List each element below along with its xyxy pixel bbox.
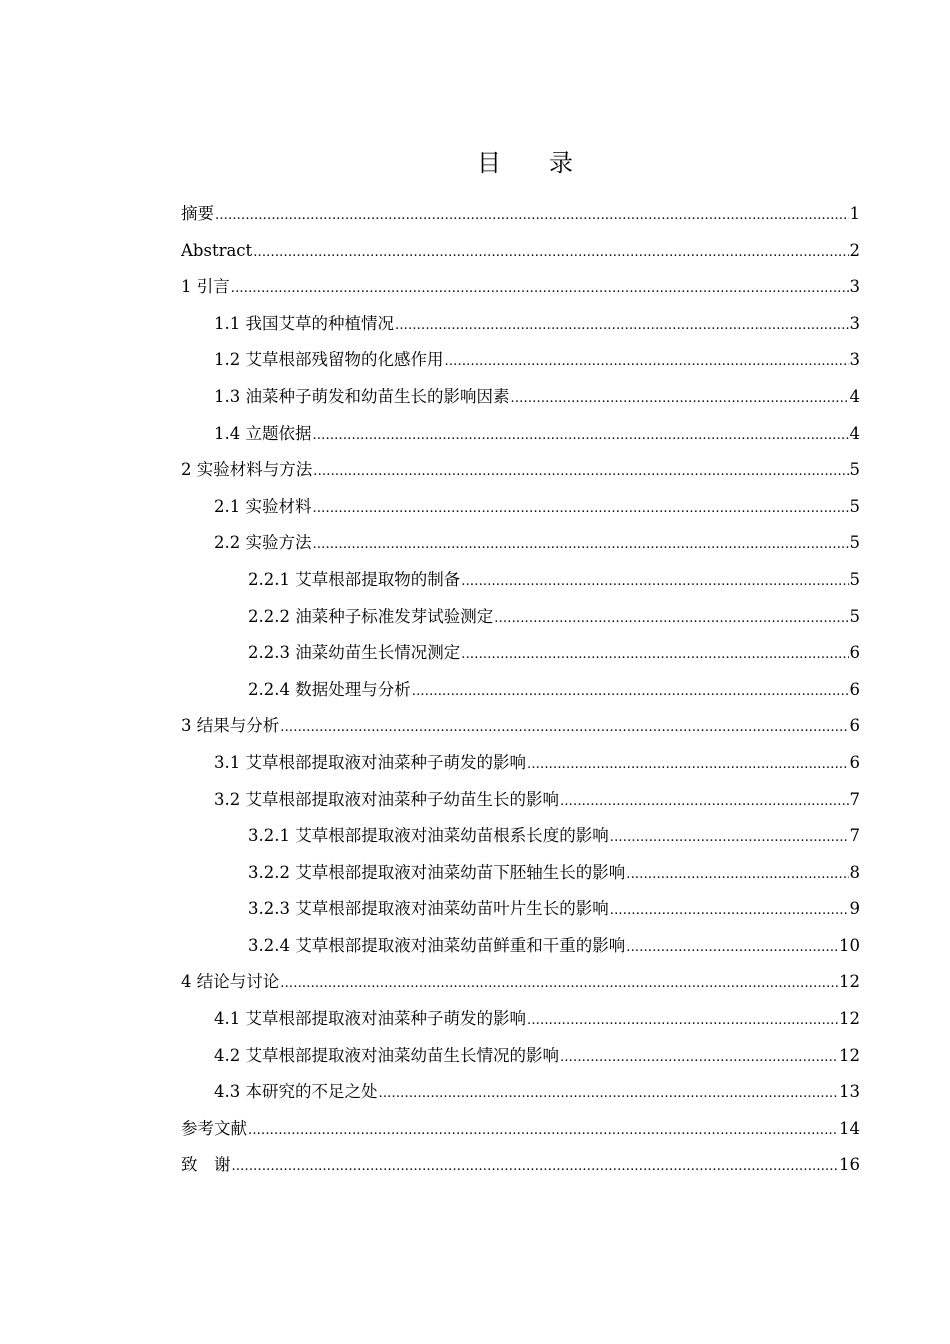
toc-entry-page-number: 14 — [839, 1118, 860, 1138]
toc-entry[interactable] — [181, 745, 860, 782]
toc-entry[interactable] — [181, 562, 860, 599]
toc-entry-page-number: 6 — [849, 679, 860, 699]
toc-entry-page-number: 6 — [849, 716, 860, 736]
toc-entry-label: 1.3 油菜种子萌发和幼苗生长的影响因素 — [214, 386, 510, 406]
toc-dot-leader — [461, 637, 848, 674]
toc-entry[interactable] — [181, 1038, 860, 1075]
toc-entry-label: 摘要 — [181, 204, 214, 223]
toc-entry-page-number: 13 — [839, 1082, 860, 1102]
toc-entry-page-number: 3 — [849, 313, 860, 333]
toc-dot-leader — [445, 344, 849, 381]
toc-entry[interactable] — [181, 416, 860, 453]
toc-entry-page-number: 12 — [839, 1045, 860, 1065]
toc-entry-label: Abstract — [181, 240, 253, 260]
toc-entry-label: 2.1 实验材料 — [214, 496, 312, 516]
toc-entry[interactable] — [181, 269, 860, 306]
toc-entry[interactable] — [181, 489, 860, 526]
toc-dot-leader — [313, 527, 849, 564]
toc-entry-page-number: 2 — [849, 240, 860, 260]
toc-entry-page-number: 4 — [849, 423, 860, 443]
toc-dot-leader — [280, 966, 838, 1003]
toc-entry[interactable] — [181, 379, 860, 416]
toc-entry[interactable] — [181, 964, 860, 1001]
toc-entry[interactable] — [181, 525, 860, 562]
toc-dot-leader — [527, 747, 849, 784]
toc-entry-page-number: 16 — [839, 1155, 860, 1175]
toc-entry-label: 4 结论与讨论 — [181, 972, 280, 992]
toc-dot-leader — [379, 1076, 839, 1113]
toc-entry[interactable] — [181, 233, 860, 270]
toc-entry-page-number: 3 — [849, 277, 860, 297]
toc-dot-leader — [280, 710, 848, 747]
toc-entry-page-number: 6 — [849, 752, 860, 772]
toc-entry-label: 1 引言 — [181, 277, 230, 297]
toc-entry[interactable] — [181, 708, 860, 745]
toc-title-part2: 录 — [549, 149, 573, 177]
toc-entry-page-number: 9 — [849, 899, 860, 919]
toc-dot-leader — [395, 308, 849, 345]
toc-dot-leader — [610, 820, 849, 857]
toc-entry-page-number: 8 — [849, 862, 860, 882]
toc-dot-leader — [248, 1113, 838, 1150]
toc-dot-leader — [253, 235, 848, 272]
toc-dot-leader — [412, 674, 849, 711]
toc-entry[interactable] — [181, 928, 860, 965]
toc-dot-leader — [313, 454, 848, 491]
toc-entry[interactable] — [181, 891, 860, 928]
toc-entry-page-number: 6 — [849, 643, 860, 663]
toc-entry[interactable] — [181, 196, 860, 233]
toc-entry-page-number: 5 — [849, 569, 860, 589]
toc-entry-label: 2 实验材料与方法 — [181, 460, 313, 480]
toc-title-part1: 目 — [477, 149, 501, 177]
toc-entry-page-number: 5 — [849, 460, 860, 480]
toc-dot-leader — [626, 857, 848, 894]
toc-entry-label: 3 结果与分析 — [181, 716, 280, 736]
toc-entry-label: 2.2.4 数据处理与分析 — [248, 679, 411, 699]
toc-entry[interactable] — [181, 1111, 860, 1148]
toc-entry-page-number: 12 — [839, 1009, 860, 1029]
toc-entry-label: 致 谢 — [181, 1155, 231, 1175]
toc-entry-label: 1.4 立题依据 — [214, 423, 312, 443]
toc-dot-leader — [560, 1040, 838, 1077]
toc-entry-label: 4.2 艾草根部提取液对油菜幼苗生长情况的影响 — [214, 1045, 559, 1065]
toc-entry[interactable] — [181, 855, 860, 892]
toc-entry[interactable] — [181, 1147, 860, 1184]
toc-entry-label: 3.2.3 艾草根部提取液对油菜幼苗叶片生长的影响 — [248, 899, 609, 919]
toc-entry-page-number: 7 — [849, 789, 860, 809]
toc-title — [0, 146, 950, 180]
toc-dot-leader — [215, 198, 849, 235]
toc-dot-leader — [511, 381, 849, 418]
toc-entry-page-number: 1 — [849, 204, 860, 223]
toc-entry-page-number: 3 — [849, 350, 860, 370]
toc-entry-label: 2.2.1 艾草根部提取物的制备 — [248, 569, 461, 589]
toc-entry[interactable] — [181, 818, 860, 855]
toc-entry[interactable] — [181, 342, 860, 379]
toc-entry-label: 3.2.4 艾草根部提取液对油菜幼苗鲜重和干重的影响 — [248, 935, 626, 955]
toc-entry[interactable] — [181, 1074, 860, 1111]
toc-entry-label: 2.2.3 油菜幼苗生长情况测定 — [248, 643, 461, 663]
toc-list — [181, 196, 860, 1184]
toc-entry[interactable] — [181, 782, 860, 819]
toc-entry-page-number: 10 — [839, 935, 860, 955]
toc-entry-label: 参考文献 — [181, 1118, 247, 1138]
toc-entry[interactable] — [181, 635, 860, 672]
toc-dot-leader — [231, 271, 849, 308]
toc-entry-page-number: 5 — [849, 496, 860, 516]
toc-entry-page-number: 5 — [849, 606, 860, 626]
toc-dot-leader — [560, 784, 849, 821]
toc-entry[interactable] — [181, 1001, 860, 1038]
toc-entry-label: 3.2.2 艾草根部提取液对油菜幼苗下胚轴生长的影响 — [248, 862, 626, 882]
toc-entry-label: 4.1 艾草根部提取液对油菜种子萌发的影响 — [214, 1009, 526, 1029]
toc-entry[interactable] — [181, 306, 860, 343]
toc-entry-label: 1.1 我国艾草的种植情况 — [214, 313, 394, 333]
toc-entry-label: 3.1 艾草根部提取液对油菜种子萌发的影响 — [214, 752, 526, 772]
toc-entry[interactable] — [181, 672, 860, 709]
toc-entry-page-number: 12 — [839, 972, 860, 992]
toc-entry-label: 3.2.1 艾草根部提取液对油菜幼苗根系长度的影响 — [248, 826, 609, 846]
toc-entry-page-number: 4 — [849, 386, 860, 406]
toc-dot-leader — [610, 893, 849, 930]
toc-entry-page-number: 5 — [849, 533, 860, 553]
toc-entry-label: 2.2.2 油菜种子标准发芽试验测定 — [248, 606, 494, 626]
toc-entry-label: 1.2 艾草根部残留物的化感作用 — [214, 350, 444, 370]
toc-entry-page-number: 7 — [849, 826, 860, 846]
toc-entry-label: 4.3 本研究的不足之处 — [214, 1082, 378, 1102]
toc-entry-label: 2.2 实验方法 — [214, 533, 312, 553]
toc-entry[interactable] — [181, 452, 860, 489]
toc-dot-leader — [232, 1149, 839, 1186]
toc-dot-leader — [461, 564, 848, 601]
toc-dot-leader — [527, 1003, 838, 1040]
toc-dot-leader — [494, 601, 848, 638]
toc-dot-leader — [313, 491, 849, 528]
toc-dot-leader — [313, 418, 849, 455]
toc-entry-label: 3.2 艾草根部提取液对油菜种子幼苗生长的影响 — [214, 789, 559, 809]
toc-dot-leader — [626, 930, 838, 967]
toc-entry[interactable] — [181, 599, 860, 636]
